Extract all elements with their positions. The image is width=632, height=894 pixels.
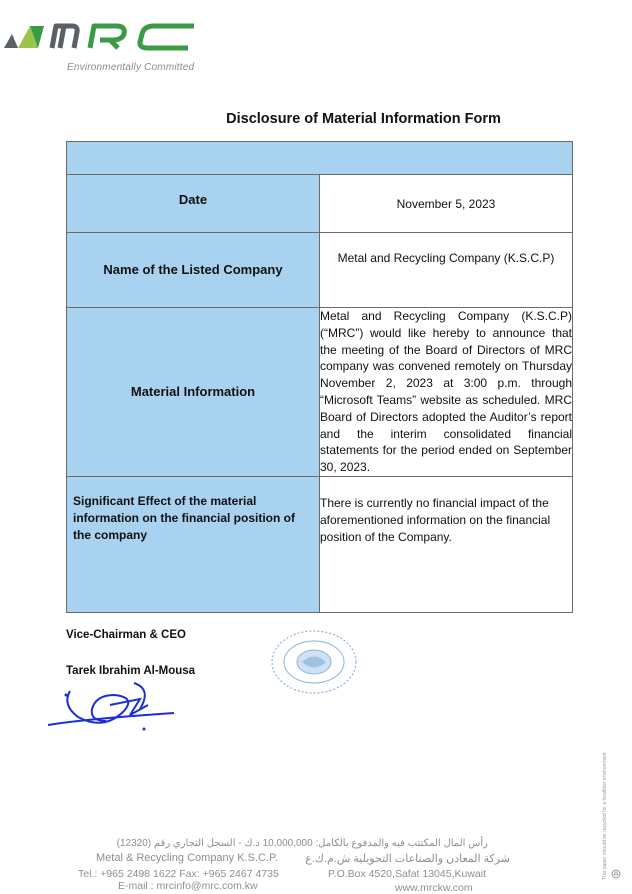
company-stamp [268,627,360,697]
material-info-label: Material Information [67,308,320,477]
footer-website: www.mrckw.com [395,882,473,894]
footer-company-name-en: Metal & Recycling Company K.S.C.P. [96,852,278,864]
table-row [67,476,573,612]
effect-value: There is currently no financial impact of the aforementioned information on the financial position of the Company. [320,476,573,612]
table-row [67,308,573,477]
banner-row [67,142,573,175]
footer-pobox: P.O.Box 4520,Safat 13045,Kuwait [328,868,487,880]
date-value: November 5, 2023 [320,175,573,233]
signatory-title: Vice-Chairman & CEO [66,629,186,641]
tagline: Environmentally Committed [67,62,195,73]
table-row [67,233,573,308]
mrc-logo-mark [4,12,204,62]
footer-company-name-ar: شركة المعادن والصناعات التحويلية ش.م.ك.ع [305,853,510,865]
company-value: Metal and Recycling Company (K.S.C.P) [320,233,573,308]
form-title: Disclosure of Material Information Form [226,111,501,127]
effect-label: Significant Effect of the material information on the financial position of the company [67,476,320,612]
footer-email: E-mail : mrcinfo@mrc.com.kw [118,880,258,892]
recycle-note: This paper should be recycled for a healthier environment. [602,751,608,880]
handwritten-signature [44,675,184,735]
footer-capital-line: رأس المال المكتتب فيه والمدفوع بالكامل: 10,000,000 د.ك - السجل التجاري رقم (12320) [116,838,488,849]
signatory-name: Tarek Ibrahim Al-Mousa [66,665,196,677]
recycle-icon [611,869,621,879]
material-info-value: Metal and Recycling Company (K.S.C.P) (“MRC”) would like hereby to announce that the meeting of the Board of Directors of MRC company was convened remotely on Thursday November 2, 2023 at 3:00 p.m. through “Microsoft Teams” website as scheduled. MRC Board of Directors adopted the Auditor’s report and the interim consolidated financial statements for the period ended on September 30, 2023. [320,308,573,477]
banner-cell [67,142,573,175]
date-label: Date [67,175,320,233]
footer-tel-fax: Tel.: +965 2498 1622 Fax: +965 2467 4735 [78,868,279,880]
table-row [67,175,573,233]
company-label: Name of the Listed Company [67,233,320,308]
disclosure-form-table [66,141,573,613]
